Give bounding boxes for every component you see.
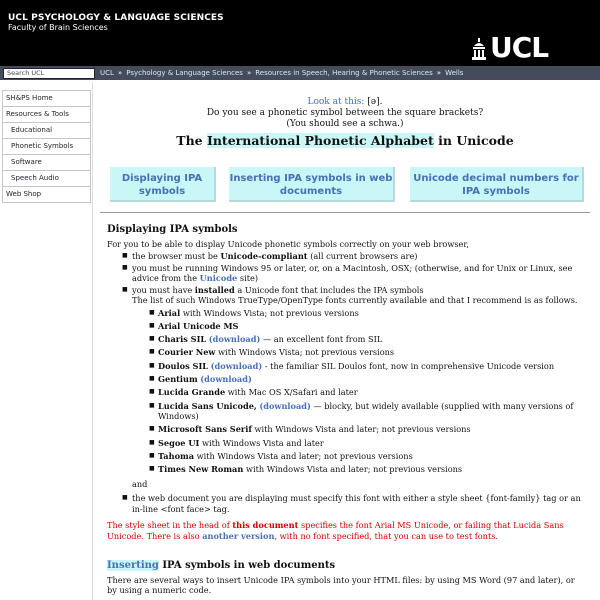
intro-note: (You should see a schwa.) (286, 119, 404, 129)
inserting-text: There are several ways to insert Unicode IPA symbols into your HTML files: by using MS Word (97 and later), or by using a numeric code. (107, 574, 575, 595)
font-item: ■ Tahoma with Windows Vista and later; not previous versions (158, 451, 587, 462)
nav-box-displaying[interactable]: Displaying IPA symbols (110, 167, 216, 202)
unicode-link[interactable]: Unicode (199, 273, 238, 283)
font-item: ■ Times New Roman with Windows Vista and later; not previous versions (158, 464, 587, 475)
sidebar-item-web-shop[interactable]: Web Shop (2, 186, 91, 203)
portico-icon (472, 38, 486, 60)
content-divider (92, 82, 93, 600)
breadcrumb-wells[interactable]: Wells (445, 69, 464, 77)
faculty-name: Faculty of Brain Sciences (8, 23, 108, 32)
look-at-this-label: Look at this: (307, 97, 365, 107)
breadcrumb: UCL » Psychology & Language Sciences » Resources in Speech, Hearing & Phonetic Sciences » Wells (100, 69, 464, 77)
sidebar-item-speech-audio[interactable]: Speech Audio (2, 170, 91, 186)
download-link[interactable]: (download) (259, 400, 311, 411)
font-item: ■ Charis SIL (download) — an excellent font from SIL (158, 334, 587, 345)
displaying-heading: Displaying IPA symbols (107, 224, 238, 235)
download-link[interactable]: (download) (208, 334, 261, 345)
font-item: ■ Microsoft Sans Serif with Windows Vista and later; not previous versions (158, 424, 587, 435)
breadcrumb-pals[interactable]: Psychology & Language Sciences (126, 69, 243, 77)
breadcrumb-resources[interactable]: Resources in Speech, Hearing & Phonetic Sciences (255, 69, 433, 77)
sidebar-item-resources[interactable]: Resources & Tools (2, 106, 91, 122)
sidebar-item-phonetic-symbols[interactable]: Phonetic Symbols (2, 138, 91, 154)
style-note: The style sheet in the head of this document specifies the font Arial MS Unicode, or failing that Lucida Sans Unicode. There is also another version, with no font specified, that you can use to test fonts. (107, 520, 564, 541)
sidebar (2, 90, 91, 203)
download-link[interactable]: (download) (210, 360, 263, 371)
font-item: ■ Segoe UI with Windows Vista and later (158, 438, 587, 449)
list-item: ■ you must have installed a Unicode font that includes the IPA symbols The list of such Windows TrueType/OpenType fonts currently available and that I recommend is as follows. ■ Arial with Windows Vista; not previous versions ■ Arial Unicode MS ■ Charis SIL (download) — an excellent font from SIL ■ Courier New with Windows Vista; not previous versions ■ Doulos SIL (download) - the familiar SIL Doulos font, now in comprehensive Unicode version ■ Gentium (download) ■ Lucida Grande with Mac OS X/Safari and later ■ Lucida Sans Unicode, (download) — blocky, but widely available (supplied with many versions of Windows) ■ Microsoft Sans Serif with Windows Vista and later; not previous versions ■ Segoe UI with Windows Vista and later ■ Tahoma with Windows Vista and later; not previous versions ■ Times New Roman with Windows Vista and later; not previous versions (132, 285, 587, 475)
search-input[interactable]: Search UCL (3, 68, 95, 79)
site-header (0, 0, 600, 66)
sidebar-item-educational[interactable]: Educational (2, 122, 91, 138)
schwa-sample: [ə]. (367, 97, 383, 107)
sidebar-item-home[interactable]: SH&PS Home (2, 90, 91, 106)
font-item: ■ Arial Unicode MS (158, 321, 587, 332)
navigation-bar (0, 66, 600, 80)
this-document-link[interactable]: this document (232, 520, 299, 531)
font-item: ■ Courier New with Windows Vista; not previous versions (158, 347, 587, 358)
sidebar-item-software[interactable]: Software (2, 154, 91, 170)
inserting-section (107, 561, 587, 596)
another-version-link[interactable]: another version (202, 530, 275, 541)
page-title: The International Phonetic Alphabet in Unicode (176, 133, 514, 148)
list-item: ■ the browser must be Unicode-compliant (all current browsers are) (132, 251, 587, 262)
intro-block (100, 97, 590, 130)
breadcrumb-ucl[interactable]: UCL (100, 69, 114, 77)
font-item: ■ Lucida Sans Unicode, (download) — blocky, but widely available (supplied with many versions of Windows) (158, 401, 587, 422)
nav-box-unicode-numbers[interactable]: Unicode decimal numbers for IPA symbols (410, 167, 584, 202)
list-item: ■ the web document you are displaying must specify this font with either a style sheet {font-family} tag or an in-line <font face> tag. (132, 493, 587, 514)
section-divider (100, 212, 590, 213)
ucl-logo-text: UCL (490, 31, 549, 64)
nav-box-inserting[interactable]: Inserting IPA symbols in web documents (229, 167, 395, 202)
and-text: and (132, 478, 148, 489)
intro-question: Do you see a phonetic symbol between the square brackets? (206, 108, 484, 118)
font-item: ■ Doulos SIL (download) - the familiar SIL Doulos font, now in comprehensive Unicode version (158, 361, 587, 372)
font-item: ■ Arial with Windows Vista; not previous versions (158, 308, 587, 319)
displaying-section (107, 225, 587, 541)
list-item: ■ you must be running Windows 95 or later, or, on a Macintosh, OSX; (otherwise, and for Unix or Linux, see advice from the Unicode site) (132, 263, 587, 284)
font-item: ■ Lucida Grande with Mac OS X/Safari and later (158, 387, 587, 398)
download-link[interactable]: (download) (200, 373, 252, 384)
inserting-heading: Inserting IPA symbols in web documents (107, 560, 336, 571)
displaying-intro: For you to be able to display Unicode phonetic symbols correctly on your web browser, (107, 238, 470, 249)
font-item: ■ Gentium (download) (158, 374, 587, 385)
ucl-logo[interactable] (470, 31, 576, 66)
department-name: UCL PSYCHOLOGY & LANGUAGE SCIENCES (8, 13, 224, 23)
